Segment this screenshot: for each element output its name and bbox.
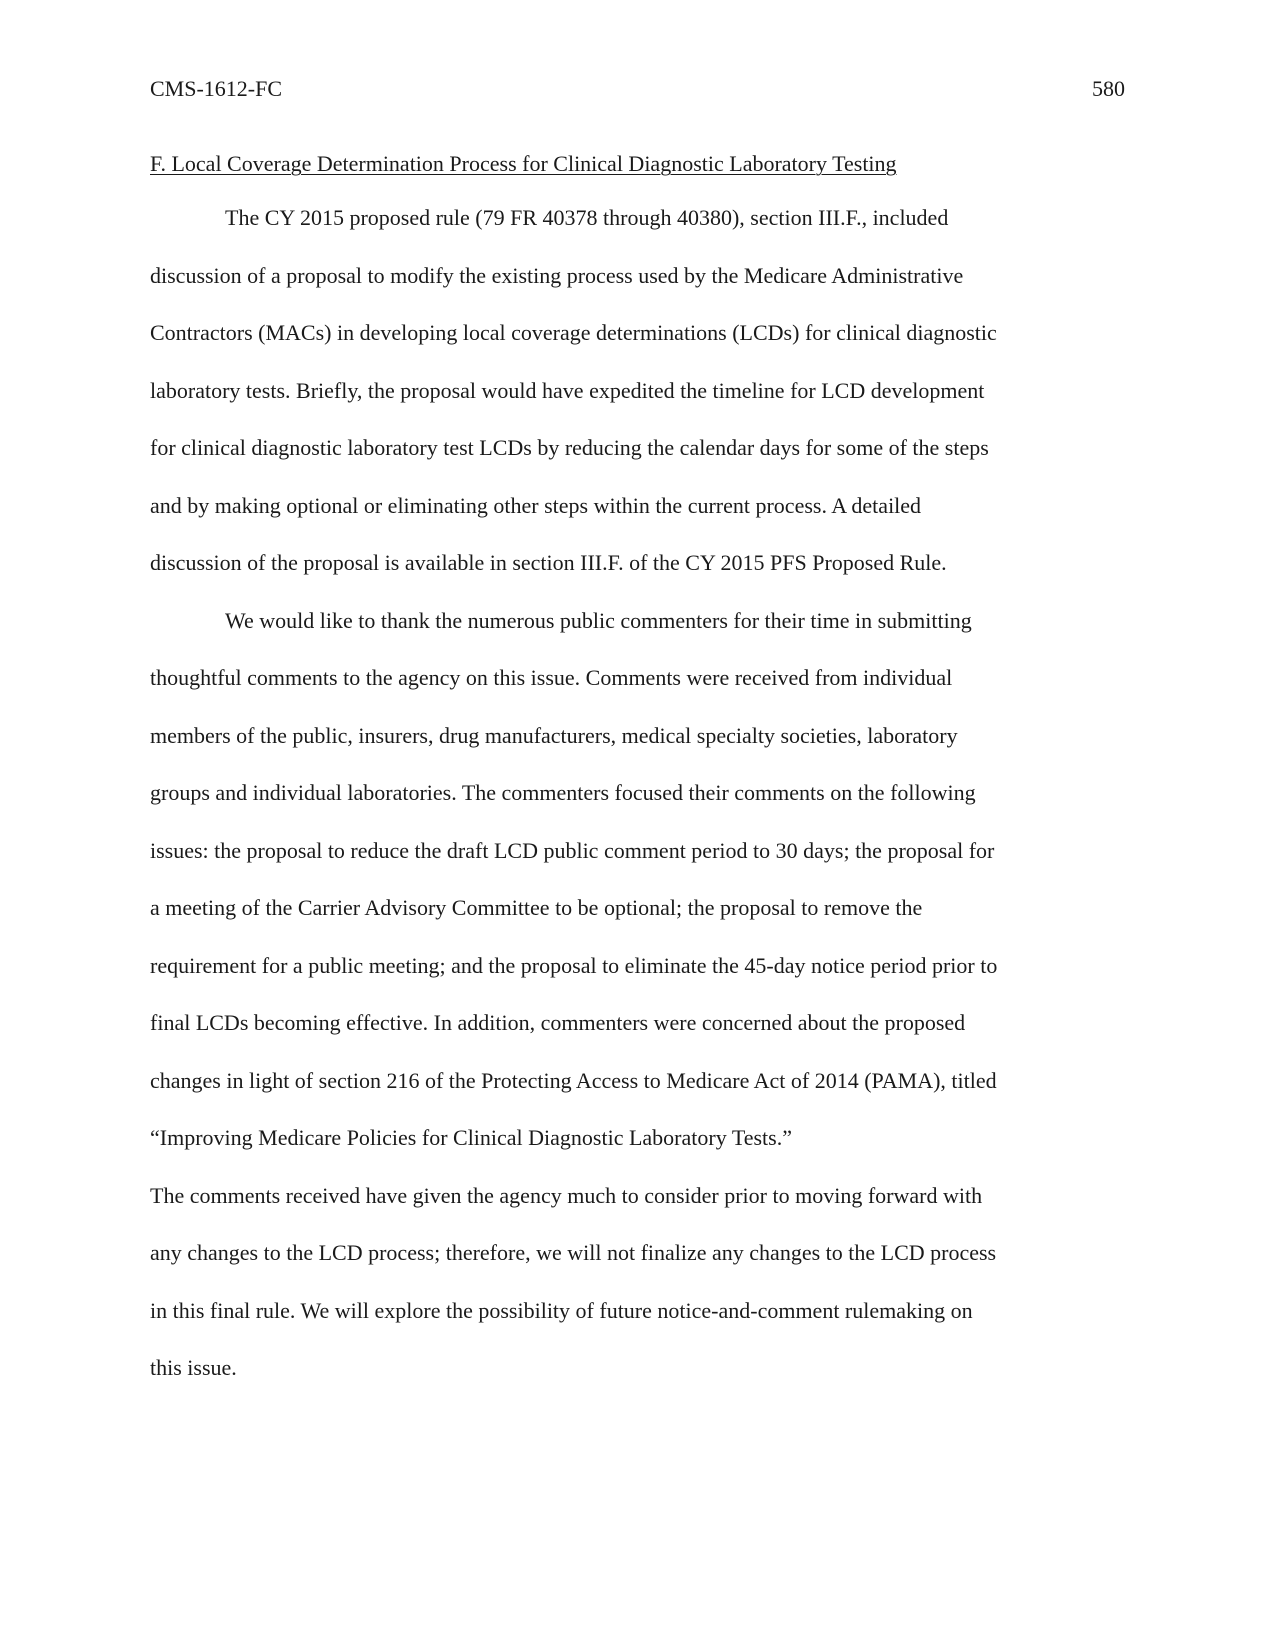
document-id: CMS-1612-FC xyxy=(150,76,283,101)
paragraph-1 xyxy=(150,203,1125,606)
text-line: a meeting of the Carrier Advisory Committee to be optional; the proposal to remove the xyxy=(150,895,923,920)
paragraph-2 xyxy=(150,606,1125,1181)
text-line: changes in light of section 216 of the Protecting Access to Medicare Act of 2014 (PAMA), titled xyxy=(150,1067,997,1093)
text-line: thoughtful comments to the agency on this issue. Comments were received from individual xyxy=(150,665,953,690)
text-line: final LCDs becoming effective. In addition, commenters were concerned about the proposed xyxy=(150,1010,966,1035)
text-line: discussion of a proposal to modify the existing process used by the Medicare Administrative xyxy=(150,262,964,288)
text-line: Contractors (MACs) in developing local coverage determinations (LCDs) for clinical diagnostic xyxy=(150,320,997,345)
text-line: discussion of the proposal is available in section III.F. of the CY 2015 PFS Proposed Rule. xyxy=(150,550,947,575)
text-line: and by making optional or eliminating other steps within the current process. A detailed xyxy=(150,492,922,518)
text-line: members of the public, insurers, drug manufacturers, medical specialty societies, laboratory xyxy=(150,722,958,748)
text-line: issues: the proposal to reduce the draft LCD public comment period to 30 days; the proposal for xyxy=(150,837,995,863)
text-line: “Improving Medicare Policies for Clinical Diagnostic Laboratory Tests.” xyxy=(150,1125,792,1150)
text-line: for clinical diagnostic laboratory test LCDs by reducing the calendar days for some of the steps xyxy=(150,435,989,460)
text-line: this issue. xyxy=(150,1355,237,1380)
text-line: We would like to thank the numerous public commenters for their time in submitting xyxy=(225,607,972,633)
body-text xyxy=(150,203,1125,1411)
section-heading: F. Local Coverage Determination Process for Clinical Diagnostic Laboratory Testing xyxy=(150,151,897,176)
text-line: laboratory tests. Briefly, the proposal would have expedited the timeline for LCD development xyxy=(150,377,985,403)
text-line: groups and individual laboratories. The commenters focused their comments on the following xyxy=(150,780,976,805)
text-line: requirement for a public meeting; and the proposal to eliminate the 45-day notice period prior to xyxy=(150,952,998,978)
text-line: in this final rule. We will explore the possibility of future notice-and-comment rulemaking on xyxy=(150,1297,973,1323)
paragraph-3 xyxy=(150,1181,1125,1411)
text-line: any changes to the LCD process; therefore, we will not finalize any changes to the LCD process xyxy=(150,1240,997,1265)
text-line: The CY 2015 proposed rule (79 FR 40378 through 40380), section III.F., included xyxy=(225,205,949,230)
text-line: The comments received have given the agency much to consider prior to moving forward with xyxy=(150,1182,983,1208)
page-number: 580 xyxy=(1092,76,1125,101)
